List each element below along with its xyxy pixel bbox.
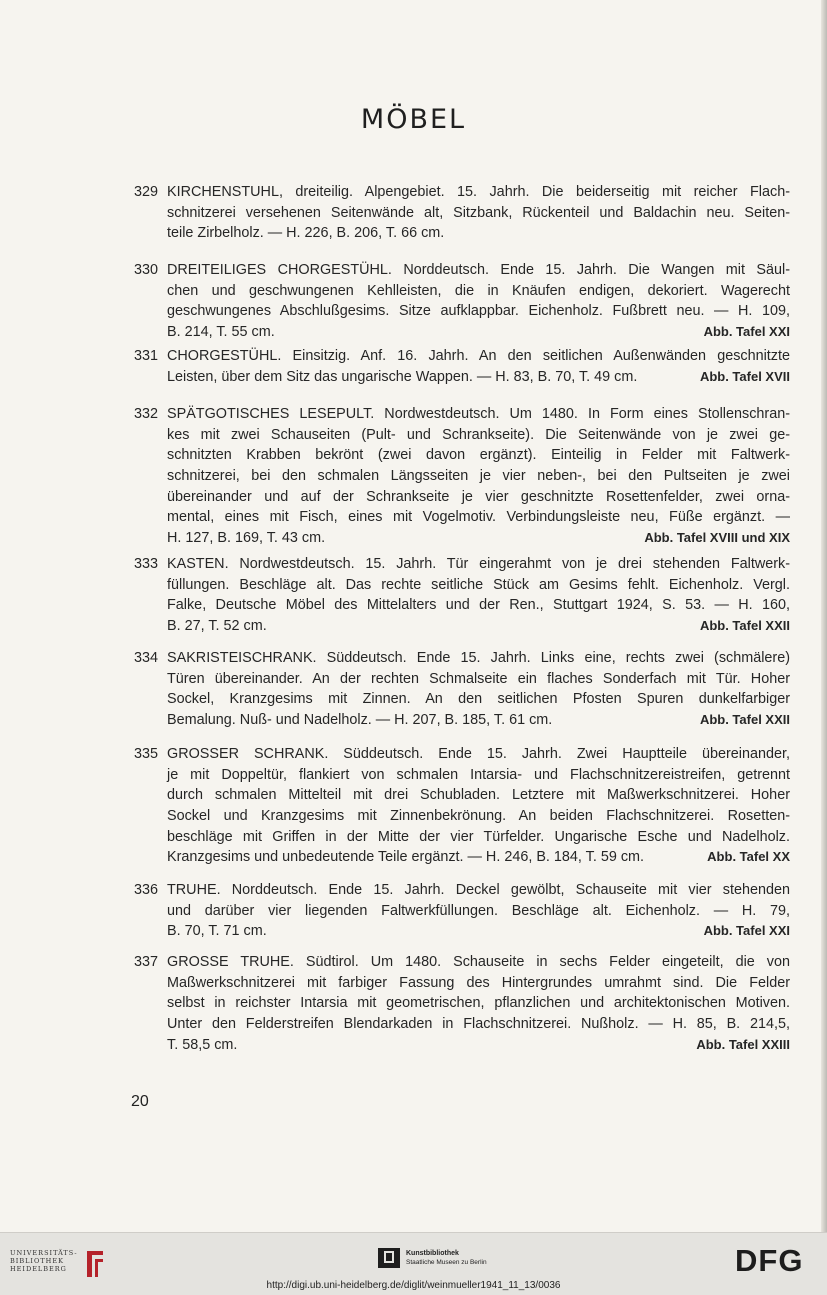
entry-last-line [134,710,790,731]
entry-last-line [134,322,790,343]
entry-first-line [134,648,790,669]
entry-first-line [134,404,790,425]
lot-number: 333 [134,556,159,572]
entry-line-text: GROSSE TRUHE. Südtirol. Um 1480. Schauseite in sechs Felder eingeteilt, die von [167,954,790,970]
entry-line: und darüber vier liegenden Faltwerkfüllungen. Beschläge alt. Eichenholz. — H. 79, [167,902,790,919]
entry-line-text: teile Zirbelholz. — H. 226, B. 206, T. 66 cm. [167,225,445,242]
entry-line: chen und geschwungenen Kehlleisten, die in Knäufen endigen, dekoriert. Wagerecht [167,282,790,299]
entry-line: mental, eines mit Fisch, eines mit Vogelmotiv. Verbindungsleiste neu, Füße ergänzt. — [167,509,790,526]
entry-line: übereinander und auf der Schrankseite je vier geschnitzte Rosettenfelder, zwei orna- [167,488,790,505]
kunstbibliothek-subtitle: Staatliche Museen zu Berlin [406,1259,487,1266]
entry-line-text: SPÄTGOTISCHES LESEPULT. Nordwestdeutsch. Um 1480. In Form eines Stollenschran- [167,406,790,422]
entry-line: Falke, Deutsche Möbel des Mittelalters und der Ren., Stuttgart 1924, S. 53. — H. 160, [167,597,790,614]
entry-line: beschläge mit Griffen in der Mitte der vier Türfelder. Ungarische Esche und Nadelholz. [167,828,790,845]
dfg-logo[interactable]: DFG [735,1243,804,1278]
entry-line-text: Bemalung. Nuß- und Nadelholz. — H. 207, B. 185, T. 61 cm. [167,712,553,729]
entry-first-line [134,182,790,203]
entry-last-line [134,847,790,868]
lot-number: 330 [134,262,159,278]
entry-line: schnitzerei, bei den schmalen Längsseiten je vier neben-, bei den Pultseiten je zwei [167,468,790,485]
catalog-entry [134,952,790,1055]
entry-line: Sockel, Kranzgesims mit Zinnen. An den seitlichen Pfosten Spuren dunkelfarbiger [167,691,790,708]
catalog-entry [134,182,790,244]
entry-first-line [134,260,790,281]
entry-last-line [134,616,790,637]
entry-first-line [134,554,790,575]
entry-line-text: TRUHE. Norddeutsch. Ende 15. Jahrh. Deckel gewölbt, Schauseite mit vier stehenden [167,882,790,898]
entry-first-line [134,346,790,367]
page-edge [821,0,827,1232]
entry-last-line [134,921,790,942]
university-library-logo[interactable] [10,1249,78,1273]
entry-first-line [134,744,790,765]
entry-line: kes mit zwei Schauseiten (Pult- und Schrankseite). Die Seitenwände von je zwei ge- [167,426,790,443]
catalog-entry [134,554,790,637]
entry-line-text: H. 127, B. 169, T. 43 cm. [167,530,326,547]
plate-reference: Abb. Tafel XXIII [696,1036,790,1052]
plate-reference: Abb. Tafel XXII [699,712,790,728]
plate-reference: Abb. Tafel XXI [703,324,790,340]
entry-line: geschwungenes Abschlußgesims. Sitze aufklappbar. Eichenholz. Fußbrett neu. — H. 109, [167,303,790,320]
entry-line: Türen übereinander. An der rechten Schmalseite ein flaches Sonderfach mit Tür. Hoher [167,670,790,687]
entry-line: füllungen. Beschläge alt. Das rechte seitliche Stück am Gesims fehlt. Eichenholz. Vergl. [167,576,790,593]
catalog-entry [134,648,790,731]
plate-reference: Abb. Tafel XXII [699,618,790,634]
page-number: 20 [131,1093,149,1110]
entry-line-text: KIRCHENSTUHL, dreiteilig. Alpengebiet. 15. Jahrh. Die beiderseitig mit reicher Flach- [167,184,790,200]
entry-line-text: SAKRISTEISCHRANK. Süddeutsch. Ende 15. Jahrh. Links eine, rechts zwei (schmälere) [167,650,790,666]
entry-line: schnitzerei versehenen Seitenwände alt, Sitzbank, Rückenteil und Baldachin neu. Seiten- [167,204,790,221]
catalog-entry [134,404,790,549]
lot-number: 336 [134,882,159,898]
entry-line: je mit Doppeltür, flankiert von schmalen Intarsia- und Flachschnitzereistreifen, getrennt [167,766,790,783]
kunstbibliothek-icon [378,1248,400,1268]
lot-number: 332 [134,406,159,422]
kunstbibliothek-logo[interactable] [378,1248,487,1268]
plate-reference: Abb. Tafel XX [707,849,790,865]
kunstbibliothek-title: Kunstbibliothek [406,1250,459,1257]
entry-first-line [134,880,790,901]
university-emblem-icon [83,1247,107,1281]
entry-line-text: B. 70, T. 71 cm. [167,923,267,940]
entry-line: selbst in reichster Intarsia mit geometrischen, pflanzlichen und architektonischen Motiven. [167,995,790,1012]
entry-line: durch schmalen Mittelteil mit drei Schubladen. Letztere mit Maßwerkschnitzerei. Hoher [167,787,790,804]
entry-line-text: B. 27, T. 52 cm. [167,618,267,635]
catalog-entry [134,346,790,387]
plate-reference: Abb. Tafel XVII [699,368,790,384]
catalog-entry [134,260,790,343]
lot-number: 329 [134,184,159,200]
lot-number: 337 [134,954,159,970]
footer-bar [0,1232,827,1295]
entry-last-line [134,528,790,549]
catalog-entry [134,880,790,942]
entry-line-text: T. 58,5 cm. [167,1036,238,1053]
entry-line-text: Kranzgesims und unbedeutende Teile ergänzt. — H. 246, B. 184, T. 59 cm. [167,849,645,866]
entry-line: Sockel und Kranzgesims mit Zinnenbekrönung. An beiden Flachschnitzerei. Rosetten- [167,808,790,825]
entry-last-line [134,367,790,388]
lot-number: 335 [134,746,159,762]
entry-line-text: KASTEN. Nordwestdeutsch. 15. Jahrh. Tür eingerahmt von je drei stehenden Faltwerk- [167,556,790,572]
entry-line-text: B. 214, T. 55 cm. [167,324,275,341]
entry-line-text: Leisten, über dem Sitz das ungarische Wappen. — H. 83, B. 70, T. 49 cm. [167,368,638,385]
entry-line-text: GROSSER SCHRANK. Süddeutsch. Ende 15. Jahrh. Zwei Hauptteile übereinander, [167,746,790,762]
entry-last-line [134,223,790,244]
permalink-url[interactable]: http://digi.ub.uni-heidelberg.de/diglit/weinmueller1941_11_13/0036 [266,1280,561,1291]
entry-line: Maßwerkschnitzerei mit farbiger Fassung des Hintergrundes umrahmt sind. Die Felder [167,974,790,991]
entry-line: schnitzten Krabben bekrönt (zwei davon ergänzt). Einteilig in Felder mit Faltwerk- [167,447,790,464]
entry-line: Unter den Felderstreifen Blendarkaden in Flachschnitzerei. Nußholz. — H. 85, B. 214,5, [167,1016,790,1033]
plate-reference: Abb. Tafel XXI [703,923,790,939]
lot-number: 334 [134,650,159,666]
entry-first-line [134,952,790,973]
entry-line-text: CHORGESTÜHL. Einsitzig. Anf. 16. Jahrh. An den seitlichen Außenwänden geschnitzte [167,348,790,364]
plate-reference: Abb. Tafel XVIII und XIX [644,530,790,546]
page-title: MÖBEL [360,104,467,135]
lot-number: 331 [134,348,159,364]
entry-line-text: DREITEILIGES CHORGESTÜHL. Norddeutsch. Ende 15. Jahrh. Die Wangen mit Säul- [167,262,790,278]
entry-last-line [134,1035,790,1056]
catalog-entry [134,744,790,868]
university-name: UNIVERSITÄTS- BIBLIOTHEK HEIDELBERG [10,1249,78,1273]
